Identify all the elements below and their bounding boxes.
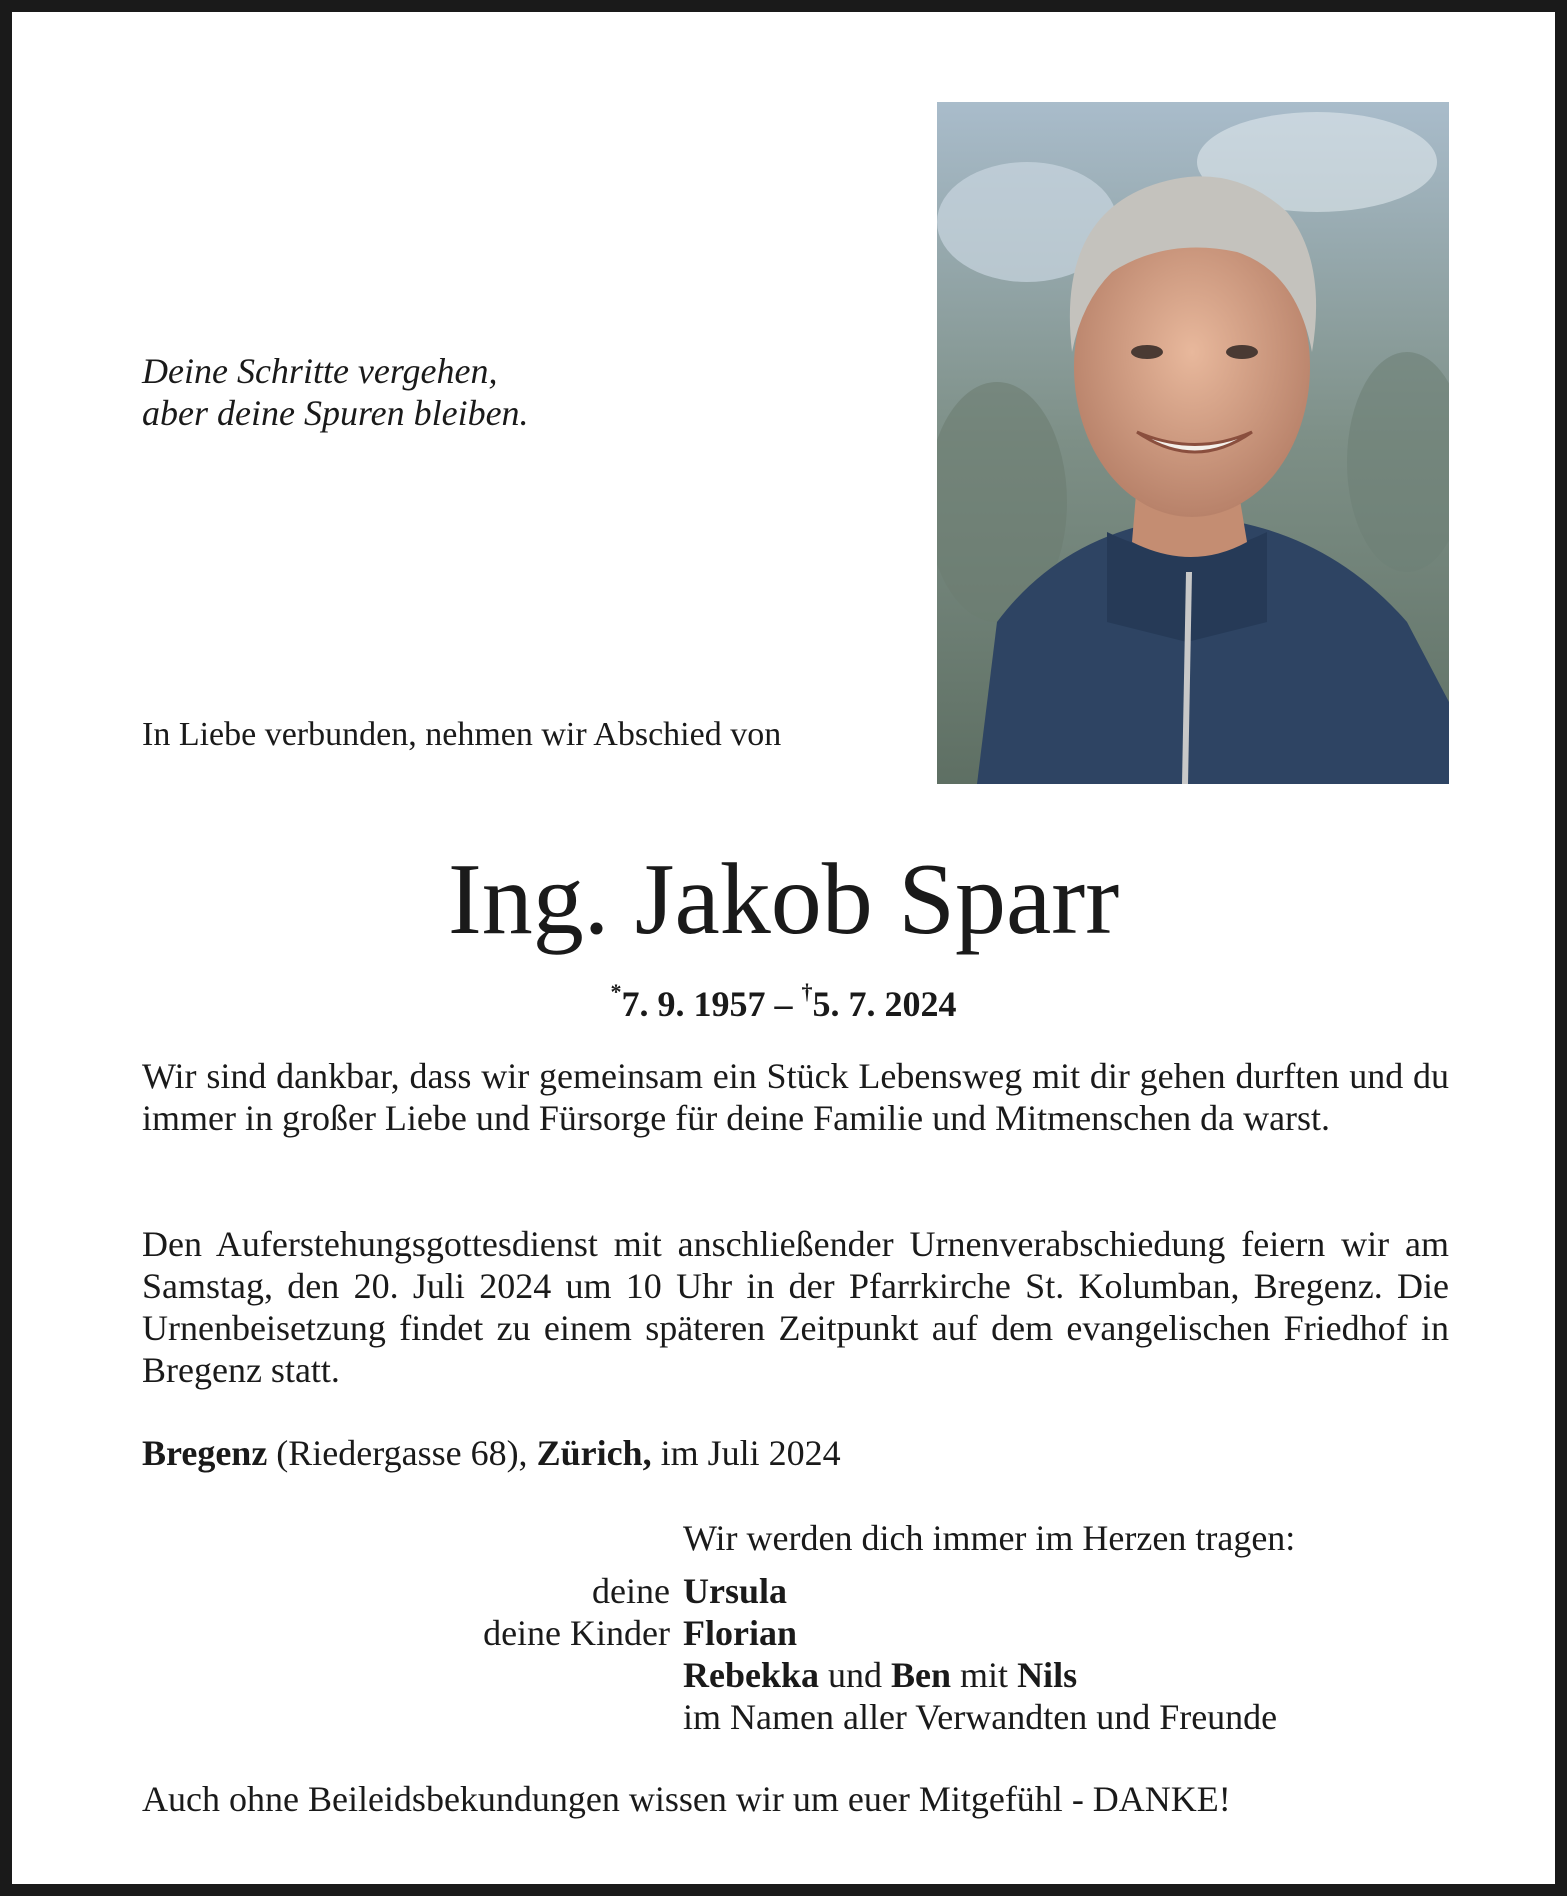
mourner-row-others xyxy=(12,1696,1567,1738)
deceased-name: Ing. Jakob Sparr xyxy=(447,843,1120,956)
conjunction-und: und xyxy=(819,1655,892,1695)
portrait-photo xyxy=(937,102,1449,784)
closing-line: Auch ohne Beileidsbekundungen wissen wir um euer Mitgefühl - DANKE! xyxy=(142,1779,1231,1819)
intro-text: In Liebe verbunden, nehmen wir Abschied von xyxy=(142,716,782,753)
birth-symbol: * xyxy=(610,979,622,1004)
portrait-photo-icon xyxy=(937,102,1449,784)
death-symbol: † xyxy=(801,979,813,1004)
place-city-1: Bregenz xyxy=(142,1433,268,1473)
death-date: 5. 7. 2024 xyxy=(812,984,957,1024)
others-text: im Namen aller Verwandten und Freunde xyxy=(683,1697,1278,1737)
child-name-1: Florian xyxy=(683,1613,797,1653)
place-date-line xyxy=(142,1432,841,1474)
paragraph-service: Den Auferstehungsgottesdienst mit anschließender Urnenverabschiedung feiern wir am Samstag, den 20. Juli 2024 um 10 Uhr in der Pfarrkirche St. Kolumban, Bregenz. Die Urnenbeisetzung findet zu einem späteren Zeitpunkt auf dem evangelischen Friedhof in Bregenz statt. xyxy=(142,1224,1449,1390)
mourner-row-children xyxy=(12,1612,1567,1654)
quote-line-1: Deine Schritte vergehen, xyxy=(142,351,498,391)
place-address: (Riedergasse 68), xyxy=(267,1433,537,1473)
place-date: im Juli 2024 xyxy=(651,1433,841,1473)
conjunction-mit: mit xyxy=(951,1655,1018,1695)
date-separator: – xyxy=(765,984,802,1024)
children-label: deine Kinder xyxy=(483,1613,670,1653)
paragraph-gratitude: Wir sind dankbar, dass wir gemeinsam ein Stück Lebensweg mit dir gehen durften und du immer in großer Liebe und Fürsorge für deine Familie und Mitmenschen da warst. xyxy=(142,1056,1449,1138)
life-dates xyxy=(12,974,1555,1026)
child-name-2: Rebekka xyxy=(683,1655,820,1695)
mourners-heading: Wir werden dich immer im Herzen tragen: xyxy=(683,1518,1296,1558)
quote-line-2: aber deine Spuren bleiben. xyxy=(142,393,529,433)
child-name-3: Ben xyxy=(891,1655,952,1695)
birth-date: 7. 9. 1957 xyxy=(621,984,766,1024)
wife-label: deine xyxy=(592,1571,670,1611)
mourner-row-children-2 xyxy=(12,1654,1567,1696)
quote xyxy=(142,350,742,434)
grandchild-name: Nils xyxy=(1017,1655,1078,1695)
mourner-row-wife xyxy=(12,1570,1567,1612)
wife-name: Ursula xyxy=(683,1571,788,1611)
place-city-2: Zürich, xyxy=(536,1433,652,1473)
